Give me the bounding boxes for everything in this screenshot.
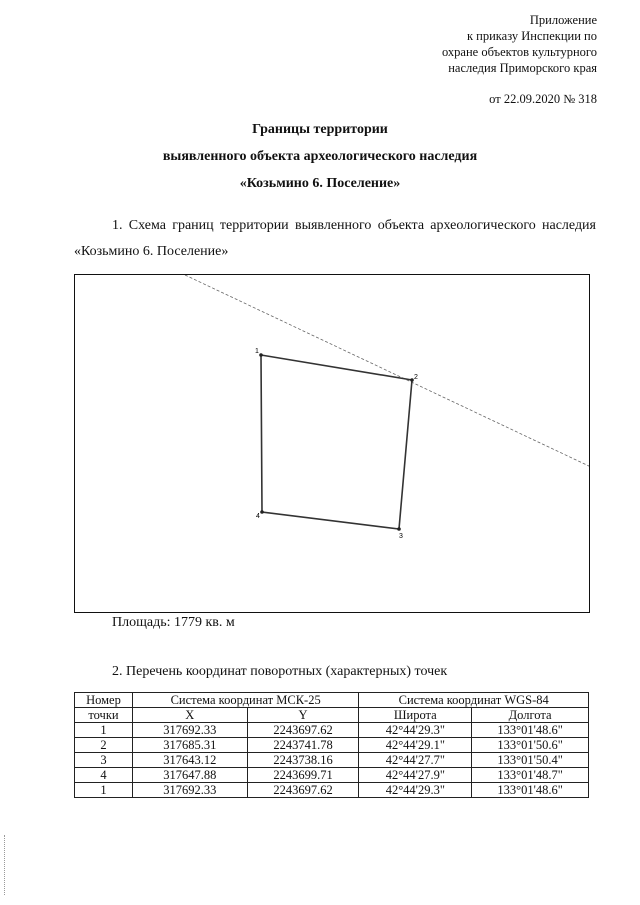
header-wgs-system: Система координат WGS-84 xyxy=(359,693,589,708)
appendix-line: охране объектов культурного xyxy=(441,45,597,59)
header-longitude: Долгота xyxy=(472,708,589,723)
cell-longitude: 133°01'48.6" xyxy=(472,723,589,738)
cell-x: 317692.33 xyxy=(132,723,247,738)
appendix-line: к приказу Инспекции по xyxy=(466,29,597,43)
table-row xyxy=(75,768,589,783)
scan-margin-artifact xyxy=(4,835,5,895)
cell-latitude: 42°44'27.9" xyxy=(359,768,472,783)
point-label: 2 xyxy=(414,374,418,381)
document-title xyxy=(0,116,640,197)
header-x: X xyxy=(132,708,247,723)
cell-x: 317685.31 xyxy=(132,738,247,753)
header-point-number-top: Номер xyxy=(75,693,133,708)
point-marker xyxy=(259,353,263,357)
cell-y: 2243697.62 xyxy=(247,783,359,798)
cell-latitude: 42°44'27.7" xyxy=(359,753,472,768)
title-line: Границы территории xyxy=(252,122,388,137)
cell-y: 2243741.78 xyxy=(247,738,359,753)
header-point-number-bottom: точки xyxy=(75,708,133,723)
header-msk-system: Система координат МСК-25 xyxy=(132,693,359,708)
cell-y: 2243697.62 xyxy=(247,723,359,738)
point-label: 3 xyxy=(399,533,403,540)
cell-longitude: 133°01'50.6" xyxy=(472,738,589,753)
cell-longitude: 133°01'50.4" xyxy=(472,753,589,768)
cell-point-number: 4 xyxy=(75,768,133,783)
reference-dashed-line xyxy=(185,275,590,467)
cell-point-number: 2 xyxy=(75,738,133,753)
area-text: Площадь: 1779 кв. м xyxy=(112,615,235,630)
order-reference: от 22.09.2020 № 318 xyxy=(489,92,597,106)
title-line: выявленного объекта археологического наследия xyxy=(162,149,478,164)
section-2-heading: 2. Перечень координат поворотных (характерных) точек xyxy=(112,664,448,679)
cell-y: 2243699.71 xyxy=(247,768,359,783)
cell-point-number: 1 xyxy=(75,723,133,738)
table-row xyxy=(75,753,589,768)
cell-point-number: 1 xyxy=(75,783,133,798)
boundary-polygon xyxy=(261,355,412,529)
cell-latitude: 42°44'29.3" xyxy=(359,783,472,798)
header-y: Y xyxy=(247,708,359,723)
title-line: «Козьмино 6. Поселение» xyxy=(239,176,401,191)
point-marker xyxy=(260,510,264,514)
appendix-line: Приложение xyxy=(529,13,597,27)
cell-x: 317647.88 xyxy=(132,768,247,783)
table-subheader-row xyxy=(75,708,589,723)
cell-point-number: 3 xyxy=(75,753,133,768)
point-label: 1 xyxy=(255,348,259,355)
point-marker xyxy=(397,527,401,531)
cell-latitude: 42°44'29.3" xyxy=(359,723,472,738)
appendix-line: наследия Приморского края xyxy=(448,61,597,75)
table-row xyxy=(75,783,589,798)
point-label: 4 xyxy=(256,513,260,520)
boundary-scheme xyxy=(74,274,590,613)
table-row xyxy=(75,723,589,738)
coordinates-table xyxy=(74,692,589,798)
table-row xyxy=(75,738,589,753)
table-header-row xyxy=(75,693,589,708)
cell-latitude: 42°44'29.1" xyxy=(359,738,472,753)
cell-x: 317692.33 xyxy=(132,783,247,798)
cell-y: 2243738.16 xyxy=(247,753,359,768)
cell-longitude: 133°01'48.7" xyxy=(472,768,589,783)
section-1-heading: 1. Схема границ территории выявленного объекта археологического наследия «Козьмино 6. Поселение» xyxy=(74,218,596,259)
header-latitude: Широта xyxy=(359,708,472,723)
cell-x: 317643.12 xyxy=(132,753,247,768)
cell-longitude: 133°01'48.6" xyxy=(472,783,589,798)
scheme-drawing xyxy=(75,275,590,613)
appendix-block xyxy=(337,12,597,76)
